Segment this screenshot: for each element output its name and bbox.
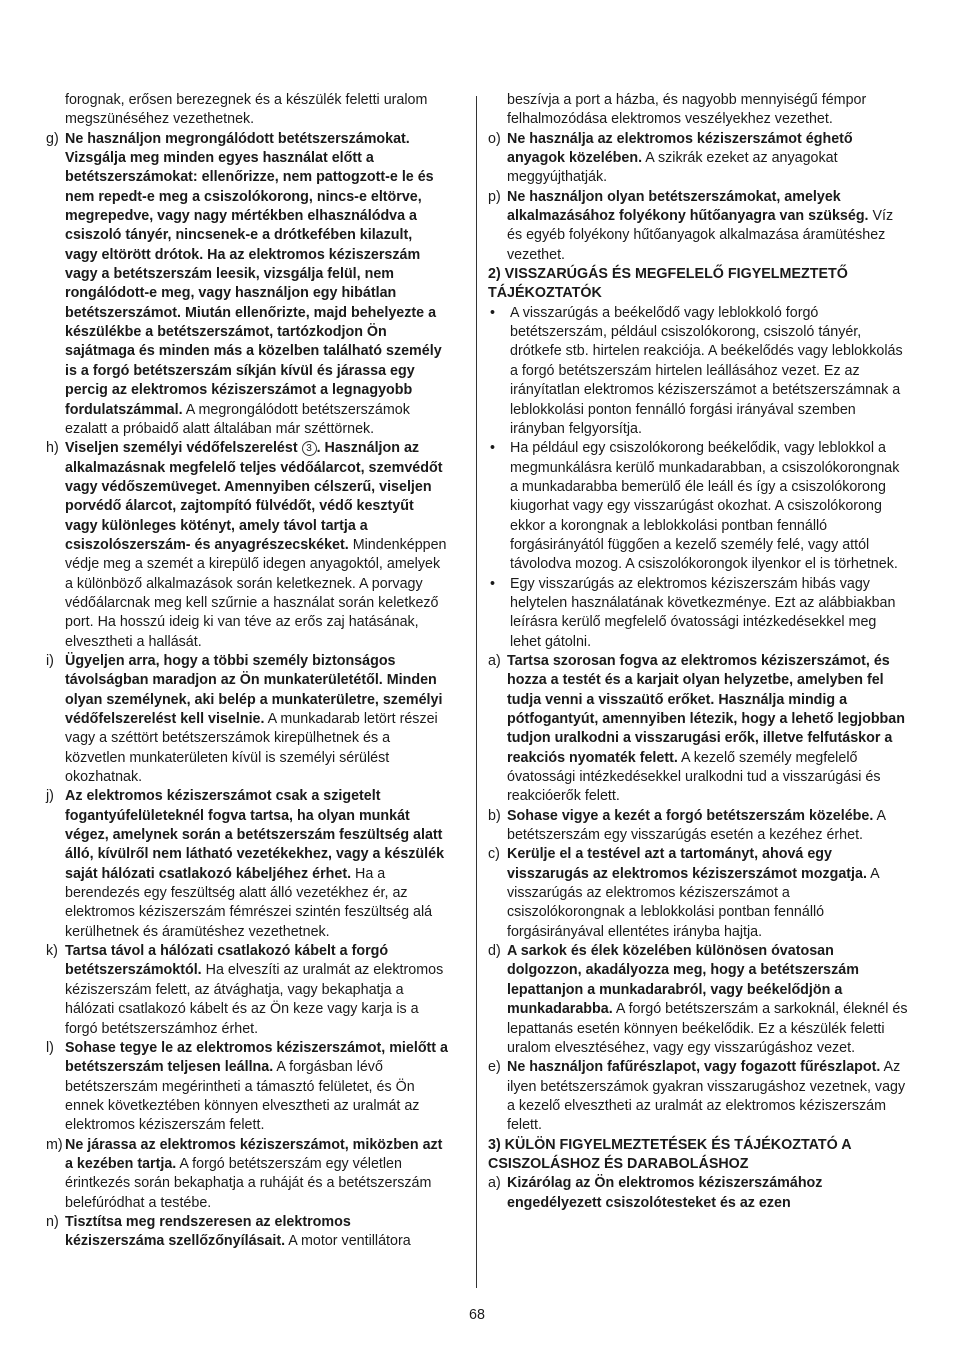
item-bold: Sohase vigye a kezét a forgó betétszerszám közelébe.: [507, 807, 874, 824]
left-column: [46, 91, 448, 1252]
item-text: A megrongálódott betétszerszámok ezalatt a próbaidő alatt általában már széttörnek.: [65, 401, 410, 437]
item-a3: [488, 1174, 908, 1213]
item-bold: Viseljen személyi védőfelszerelést: [65, 440, 298, 457]
item-m: [46, 1136, 448, 1213]
item-bold: Sohase tegye le az elektromos kéziszerszámot, mielőtt a betétszerszám teljesen leállna.: [65, 1039, 448, 1076]
page-number: 68: [469, 1307, 485, 1323]
item-text: A szikrák ezeket az anyagokat meggyújthatják.: [507, 150, 838, 186]
item-label: b): [488, 807, 501, 824]
item-k: [46, 942, 448, 1039]
item-bold: Ne használjon megrongálódott betétszerszámokat. Vizsgálja meg minden egyes használat előtt a betétszerszámokat: ellenőrizze, nem pattogzott-e le és nem repedt-e meg a csiszolókorong, nincs-e eltörve, megrepedve, vagy nagy mértékben elhasználódva a csiszoló tányér, nincsenek-e a drótkefében kilazult, vagy eltörött drótok. Ha az elektromos kéziszerszám vagy a betétszerszám leesik, vizsgálja felül, nem rongálódott-e meg, vagy használjon egy hibátlan betétszerszámot. Miután ellenőrizte, majd behelyezte a készülékbe a betétszerszámot, tartózkodjon Ön sajátmaga és minden más a közelben található személy is a forgó betétszerszám síkján kívül és járassa egy percig az elektromos kéziszerszámot a legnagyobb fordulatszámmal.: [65, 130, 442, 418]
item-label: m): [46, 1136, 63, 1153]
item-bold: Kizárólag az Ön elektromos kéziszerszámához engedélyezett csiszolótesteket és az ezen: [507, 1175, 823, 1211]
section-heading-3: 3) KÜLÖN FIGYELMEZTETÉSEK ÉS TÁJÉKOZTATÓ A CSISZOLÁSHOZ ÉS DARABOLÁSHOZ: [488, 1136, 851, 1172]
item-bold: . Használjon az alkalmazásnak megfelelő teljes védőálarcot, szemvédőt vagy védőszemüveget. Amennyiben célszerű, viseljen porvédő álarcot, zajtompító fülvédőt, védő kesztyűt vagy különleges kötényt, amely távol tartja a csiszolószerszám- és anyagrészecskéket.: [65, 440, 443, 553]
item-bold: Tartsa távol a hálózati csatlakozó kábelt a forgó betétszerszámoktól.: [65, 943, 389, 979]
item-label: a): [488, 1175, 501, 1192]
item-bold: Ne használja az elektromos kéziszerszámot éghető anyagok közelében.: [507, 130, 853, 167]
item-label: o): [488, 130, 501, 147]
bullet-icon: •: [490, 575, 496, 592]
item-text: A betétszerszám egy visszarúgás esetén a kezéhez érhet.: [507, 807, 886, 844]
figure-reference-badge: 3: [302, 441, 317, 456]
item-label: n): [46, 1213, 59, 1230]
bullet-icon: •: [490, 440, 496, 457]
item-label: i): [46, 652, 54, 669]
continuation-text: forognak, erősen berezegnek és a készülék feletti uralom megszünéséhez vezethetnek.: [65, 92, 428, 128]
bullet-item: [488, 304, 908, 439]
bullet-text: Egy visszarúgás az elektromos kéziszerszám hibás vagy helytelen használatának következménye. Ezt az alábbiakban leírásra kerülő megfelelő óvatossági intézkedésekkel meg lehet gátolni.: [510, 575, 896, 650]
item-label: e): [488, 1059, 501, 1076]
item-text: A kezelő személy megfelelő óvatossági intézkedésekkel uralkodni tud a visszarúgási és reakcióerők felett.: [507, 749, 881, 805]
item-l: [46, 1039, 448, 1136]
bullet-icon: •: [490, 304, 496, 321]
item-e: [488, 1058, 908, 1135]
item-label: j): [46, 788, 54, 805]
item-text: A forgó betétszerszám egy véletlen érintkezés során bekaphatja a ruháját és a betétszerszám belefúródhat a testébe.: [65, 1155, 432, 1211]
item-a: [488, 652, 908, 807]
item-bold: Tartsa szorosan fogva az elektromos kéziszerszámot, és hozza a testét és a karjait olyan helyzetbe, amelyben fel tudja venni a visszaütő erőket. Használja mindig a pótfogantyút, amennyiben létezik, hogy a lehető legjobban tudjon uralkodni a visszarugási erők, illetve felfutáskor a reakciós nyomaték felett.: [507, 652, 905, 766]
bullet-text: A visszarúgás a beékelődő vagy leblokkoló forgó betétszerszám, például csiszolókorong, csiszoló tányér, drótkefe stb. hirtelen reakciója. A beékelődés vagy leblokkolás a forgó betétszerszám hirtelen leállásához vezet. Ez az irányítatlan elektromos kéziszerszámot a betétszerszámnak a leblokkolási ponton fennálló forgási irányával szemben irányban felgyorsítja.: [510, 304, 903, 437]
item-text: Víz és egyéb folyékony hűtőanyagok alkalmazása áramütéshez vezethet.: [507, 208, 894, 263]
section-heading-2: 2) VISSZARÚGÁS ÉS MEGFELELŐ FIGYELMEZTETŐ TÁJÉKOZTATÓK: [488, 266, 848, 302]
item-text: Ha a berendezés egy feszültség alatt álló vezetékhez ér, az elektromos kéziszerszám fémrészei szintén feszültség alá kerülhetnek és áramütéshez vezethetnek.: [65, 865, 433, 940]
item-bold: Ne használjon olyan betétszerszámokat, amelyek alkalmazásához folyékony hűtőanyagra van szükség.: [507, 188, 869, 225]
item-text: Mindenképpen védje meg a szemét a kirepülő idegen anyagoktól, amelyek a különböző alkalmazások során keletkeznek. A porvagy védőálarcnak meg kell szűrnie a használat során keletkező port. Ha hosszú ideig ki van téve az erős zaj hatásának, elvesztheti a hallását.: [65, 536, 447, 650]
item-text: A munkadarab letört részei vagy a széttört betétszerszámok kirepülhetnek és a közvetlen munkaterületen kívül is személyi sérülést okozhatnak.: [65, 711, 438, 786]
item-j: [46, 787, 448, 942]
item-d: [488, 942, 908, 1058]
item-text: A motor ventillátora: [285, 1233, 411, 1250]
item-text: Ha elveszíti az uralmát az elektromos kéziszerszám felett, az átvághatja, vagy bekaphatja a hálózati csatlakozó kábelt és az Ön keze vagy karja is a forgó betétszerszámhoz érhet.: [65, 962, 444, 1037]
item-bold: Ne használjon fafűrészlapot, vagy fogazott fűrészlapot.: [507, 1059, 881, 1076]
item-bold: A sarkok és élek közelében különösen óvatosan dolgozzon, akadályozza meg, hogy a betétszerszám lepattanjon a munkadarabról, vagy beékelődjön a munkadarabba.: [507, 943, 859, 1018]
item-text: A visszarúgás az elektromos kéziszerszámot a csiszolókorongnak a leblokkolási pontban fennálló forgásirányával ellentétes irányba hajtja.: [507, 865, 879, 940]
item-label: l): [46, 1039, 54, 1056]
bullet-item: [488, 439, 908, 574]
item-label: g): [46, 130, 59, 147]
item-label: c): [488, 846, 500, 863]
item-h: [46, 439, 448, 652]
item-n: [46, 1213, 448, 1252]
continuation-text: beszívja a port a házba, és nagyobb mennyiségű fémpor felhalmozódása elektromos veszélyekhez vezethet.: [507, 92, 867, 128]
bullet-item: [488, 575, 908, 652]
item-o: [488, 130, 908, 188]
item-text: Az ilyen betétszerszámok gyakran visszarugáshoz vezetnek, vagy a kezelő elvesztheti az uralmát az elektromos kéziszerszám felett.: [507, 1059, 906, 1134]
item-label: a): [488, 652, 501, 669]
item-text: A forgásban lévő betétszerszám megérintheti a támasztó felületet, és Ön ennek következtében könnyen elvesztheti az uralmát az elektromos kéziszerszám felett.: [65, 1059, 420, 1134]
bullet-text: Ha például egy csiszolókorong beékelődik, vagy leblokkol a megmunkálásra kerülő munkadarabban, a csiszolókorongnak a munkadarabba bemerülő éle leáll és így a csiszolókorong kiugorhat vagy egy visszarúgást okozhat. A csiszolókorong ekkor a korongnak a leblokkolási pontban fennálló forgásirányától függően a kezelő személy felé, vagy attól távolodva mozog. A csiszolókorongok ilyenkor el is törhetnek.: [510, 440, 900, 573]
item-label: k): [46, 943, 58, 960]
item-i: [46, 652, 448, 787]
item-label: d): [488, 943, 501, 960]
item-bold: Tisztítsa meg rendszeresen az elektromos kéziszerszáma szellőzőnyílásait.: [65, 1213, 351, 1250]
item-label: h): [46, 440, 59, 457]
item-b: [488, 807, 908, 846]
item-label: p): [488, 188, 501, 205]
item-text: A forgó betétszerszám a sarkoknál, éleknél és lepattanás esetén könnyen beékelődik. Ez a készülék feletti uralom elvesztéséhez, vagy egy visszarúgáshoz vezet.: [507, 1001, 908, 1056]
column-divider: [476, 96, 477, 1288]
item-bold: Kerülje el a testével azt a tartományt, ahová egy visszarugás az elektromos kéziszerszámot mozgatja.: [507, 846, 867, 882]
item-p: [488, 188, 908, 265]
item-bold: Ügyeljen arra, hogy a többi személy biztonságos távolságban maradjon az Ön munkaterületétől. Minden olyan személynek, aki belép a munkaterületre, személyi védőfelszerelést kell viselnie.: [65, 652, 443, 727]
right-column: [488, 91, 908, 1213]
item-c: [488, 845, 908, 942]
item-g: [46, 130, 448, 440]
item-bold: Az elektromos kéziszerszámot csak a szigetelt fogantyúfelületeknél fogva tartsa, ha olyan munkát végez, amelynek során a betétszerszám feszültség alatt álló, kívülről nem látható vezetékekhez, vagy a készülék saját hálózati csatlakozó kábeljéhez érhet.: [65, 788, 445, 882]
item-bold: Ne járassa az elektromos kéziszerszámot, miközben azt a kezében tartja.: [65, 1136, 443, 1172]
